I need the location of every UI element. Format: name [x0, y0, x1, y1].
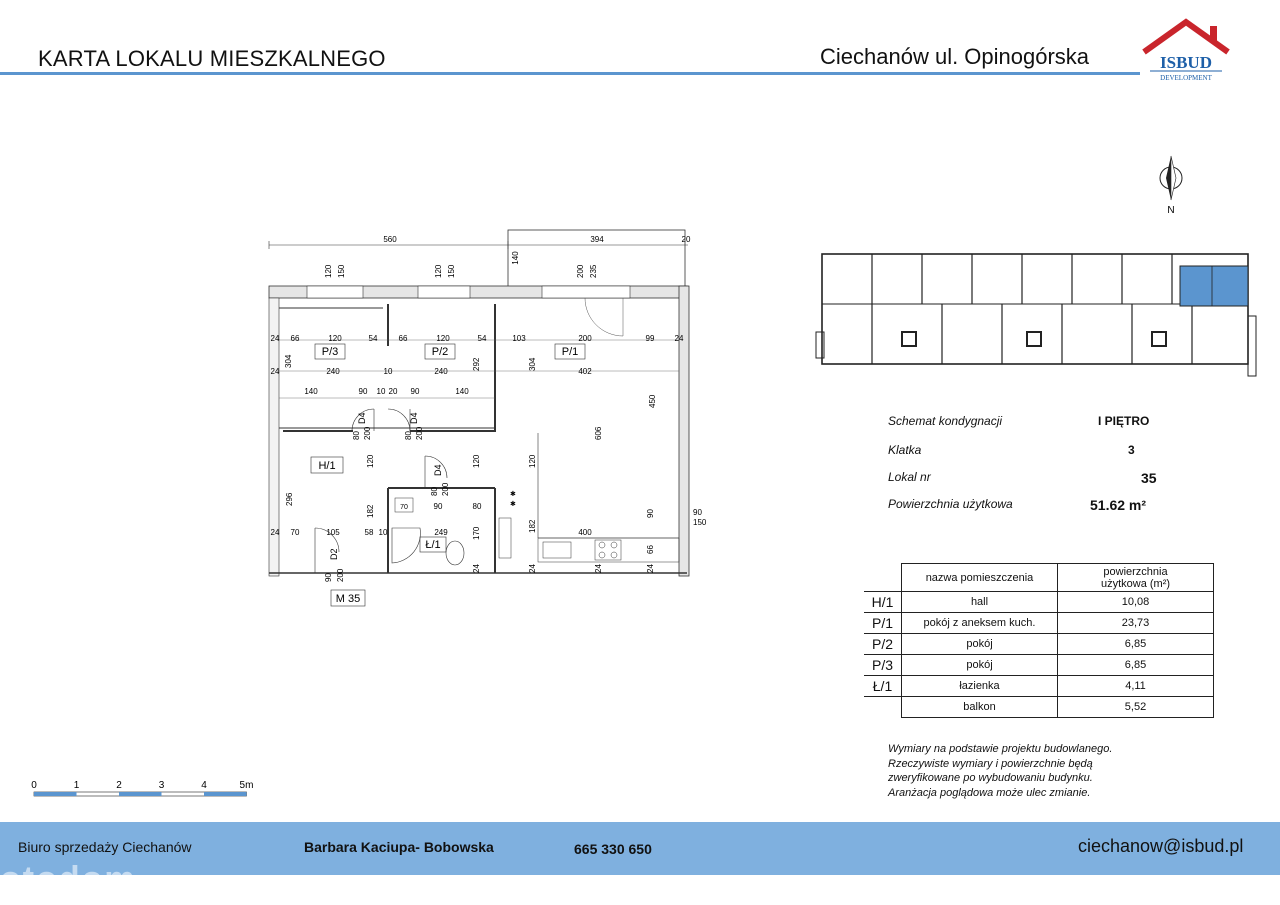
dim-text: 304 — [528, 357, 537, 371]
dim-text: 240 — [326, 367, 340, 376]
schemat-value: I PIĘTRO — [1098, 414, 1150, 428]
toilet-icon — [446, 541, 464, 565]
watermark-logo: otodom — [0, 860, 137, 898]
dim-text: 402 — [578, 367, 592, 376]
dim-text: 20 — [681, 235, 691, 244]
disclaimer-notes — [888, 742, 1112, 800]
dim-text: 292 — [472, 357, 481, 371]
room-label-p1: P/1 — [561, 346, 579, 358]
dim-text: 24 — [594, 564, 603, 573]
dim-text: 80 — [404, 431, 413, 440]
dim-text: 66 — [646, 545, 655, 554]
door-swing — [585, 298, 623, 336]
lokal-label: Lokal nr — [888, 470, 931, 484]
dim-text: 24 — [270, 528, 280, 537]
dim-text: 200 — [415, 426, 424, 440]
rooms-table — [864, 563, 1214, 718]
table-header-row — [864, 564, 1214, 592]
dim-text: 103 — [512, 334, 526, 343]
east-wall — [679, 286, 689, 576]
dim-text: 140 — [304, 387, 318, 396]
dim-text: 66 — [398, 334, 408, 343]
note-line: Rzeczywiste wymiary i powierzchnie będą — [888, 757, 1093, 770]
dim-text: 105 — [326, 528, 340, 537]
dim-text: 24 — [674, 334, 684, 343]
note-line: zweryfikowane po wybudowaniu budynku. — [888, 772, 1093, 784]
dim-text: 70 — [400, 504, 408, 511]
dim-text: 24 — [270, 334, 280, 343]
dim-text: 450 — [648, 394, 657, 408]
dim-text: 99 — [645, 334, 655, 343]
isbud-logo — [1138, 18, 1234, 86]
dim-text: 54 — [477, 334, 487, 343]
door-label: D4 — [409, 412, 419, 424]
schemat-label: Schemat kondygnacji — [888, 414, 1003, 428]
dim-text: 10 — [383, 367, 393, 376]
dim-text: 20 — [388, 387, 398, 396]
dim-text: 90 — [433, 502, 443, 511]
agent-name: Barbara Kaciupa- Bobowska — [304, 839, 494, 855]
dim-text: 170 — [472, 526, 481, 540]
dim-text: 304 — [284, 354, 293, 368]
dim-text: 120 — [328, 334, 342, 343]
header-name: nazwa pomieszczenia — [902, 564, 1058, 592]
dim-text: 120 — [436, 334, 450, 343]
dim-text: 150 — [693, 518, 707, 527]
dim-text: 120 — [528, 454, 537, 468]
room-label-p2: P/2 — [431, 346, 449, 358]
dim-text: 140 — [511, 251, 520, 265]
office-label: Biuro sprzedaży Ciechanów — [18, 839, 192, 855]
sink-icon — [543, 542, 571, 558]
table-row: P/2 pokój 6,85 — [864, 634, 1214, 655]
dim-text: 24 — [270, 367, 280, 376]
note-line: Wymiary na podstawie projektu budowlanego. — [888, 743, 1113, 755]
klatka-label: Klatka — [888, 443, 922, 457]
note-line: Aranżacja poglądowa może ulec zmianie. — [888, 786, 1091, 799]
dim-text: 606 — [594, 426, 603, 440]
balcony-door — [542, 286, 630, 298]
dim-text: 150 — [447, 264, 456, 278]
scale-segment — [119, 792, 162, 796]
dim-text: 90 — [646, 509, 655, 518]
table-row: H/1 hall 10,08 — [864, 592, 1214, 613]
door-label: D4 — [357, 412, 367, 424]
scale-label: 4 — [201, 780, 207, 791]
floor-schema — [812, 246, 1260, 386]
phone-number[interactable]: 665 330 650 — [574, 841, 652, 857]
dim-text: 150 — [337, 264, 346, 278]
logo-text: ISBUD — [1160, 53, 1212, 72]
dim-text: 120 — [324, 264, 333, 278]
dim-text: 120 — [472, 454, 481, 468]
dim-text: 182 — [366, 504, 375, 518]
window-p3 — [307, 286, 363, 298]
window-p2 — [418, 286, 470, 298]
dim-text: 90 — [358, 387, 368, 396]
dim-text: 140 — [455, 387, 469, 396]
dim-text: 80 — [430, 487, 439, 496]
vent-icon: ✱ — [510, 501, 516, 508]
klatka-value: 3 — [1128, 443, 1135, 457]
dim-text: 66 — [290, 334, 300, 343]
table-row: Ł/1 łazienka 4,11 — [864, 676, 1214, 697]
logo-subtext: DEVELOPMENT — [1160, 74, 1212, 82]
dim-text: 200 — [363, 426, 372, 440]
dim-text: 200 — [578, 334, 592, 343]
dim-text: 90 — [410, 387, 420, 396]
footer-bar — [0, 822, 1280, 875]
highlighted-unit — [1180, 266, 1248, 306]
dim-text: 58 — [364, 528, 374, 537]
floor-plan — [255, 228, 707, 613]
dim-text: 10 — [376, 387, 386, 396]
dim-text: 182 — [528, 519, 537, 533]
kitchen-counter — [538, 538, 679, 562]
scale-label: 5m — [239, 780, 254, 791]
room-label-l1: Ł/1 — [425, 539, 441, 551]
dim-text: 200 — [336, 568, 345, 582]
header-area: powierzchnia użytkowa (m²) — [1058, 564, 1214, 592]
dim-text: 200 — [576, 264, 585, 278]
scale-bar — [26, 776, 266, 806]
washer-icon — [499, 518, 511, 558]
table-row: P/3 pokój 6,85 — [864, 655, 1214, 676]
dim-text: 400 — [578, 528, 592, 537]
email-link[interactable]: ciechanow@isbud.pl — [1078, 836, 1244, 856]
lokal-value: 35 — [1141, 470, 1157, 486]
vent-icon: ✱ — [510, 491, 516, 498]
scale-label: 3 — [158, 780, 165, 791]
dim-text: 240 — [434, 367, 448, 376]
unit-label: M 35 — [335, 593, 361, 605]
dim-text: 80 — [352, 431, 361, 440]
dim-text: 24 — [528, 564, 537, 573]
dim-text: 560 — [383, 235, 397, 244]
table-row: P/1 pokój z aneksem kuch. 23,73 — [864, 613, 1214, 634]
header-divider — [0, 72, 1140, 75]
dim-text: 90 — [324, 573, 333, 582]
dim-text: 24 — [472, 564, 481, 573]
stove-icon — [595, 540, 621, 560]
north-label: N — [1167, 205, 1175, 216]
door-label: D2 — [329, 548, 339, 560]
dim-text: 296 — [285, 492, 294, 506]
scale-label: 2 — [116, 780, 122, 791]
staircase-icon — [1152, 332, 1166, 346]
dim-text: 70 — [290, 528, 300, 537]
scale-label: 0 — [31, 780, 37, 791]
room-label-h1: H/1 — [318, 460, 336, 472]
scale-segment — [204, 792, 247, 796]
table-row: balkon 5,52 — [864, 697, 1214, 718]
location-title: Ciechanów ul. Opinogórska — [820, 44, 1090, 69]
scale-segment — [34, 792, 77, 796]
staircase-icon — [1027, 332, 1041, 346]
dim-text: 10 — [378, 528, 388, 537]
dim-text: 235 — [589, 264, 598, 278]
dim-text: 80 — [472, 502, 482, 511]
logo-chimney — [1210, 26, 1217, 42]
dim-text: 54 — [368, 334, 378, 343]
north-arrow-icon — [1150, 152, 1192, 216]
dim-text: 120 — [434, 264, 443, 278]
shower-icon — [392, 528, 420, 563]
page-title: KARTA LOKALU MIESZKALNEGO — [38, 46, 386, 71]
dim-text: 200 — [441, 482, 450, 496]
pow-label: Powierzchnia użytkowa — [888, 497, 1013, 511]
dim-text: 394 — [590, 235, 604, 244]
pow-value: 51.62 m² — [1090, 497, 1147, 513]
dim-text: 90 — [693, 508, 702, 517]
dim-text: 249 — [434, 528, 448, 537]
scale-label: 1 — [73, 780, 80, 791]
room-label-p3: P/3 — [321, 346, 339, 358]
dim-text: 120 — [366, 454, 375, 468]
door-label: D4 — [433, 464, 443, 476]
staircase-icon — [902, 332, 916, 346]
dim-text: 24 — [646, 564, 655, 573]
